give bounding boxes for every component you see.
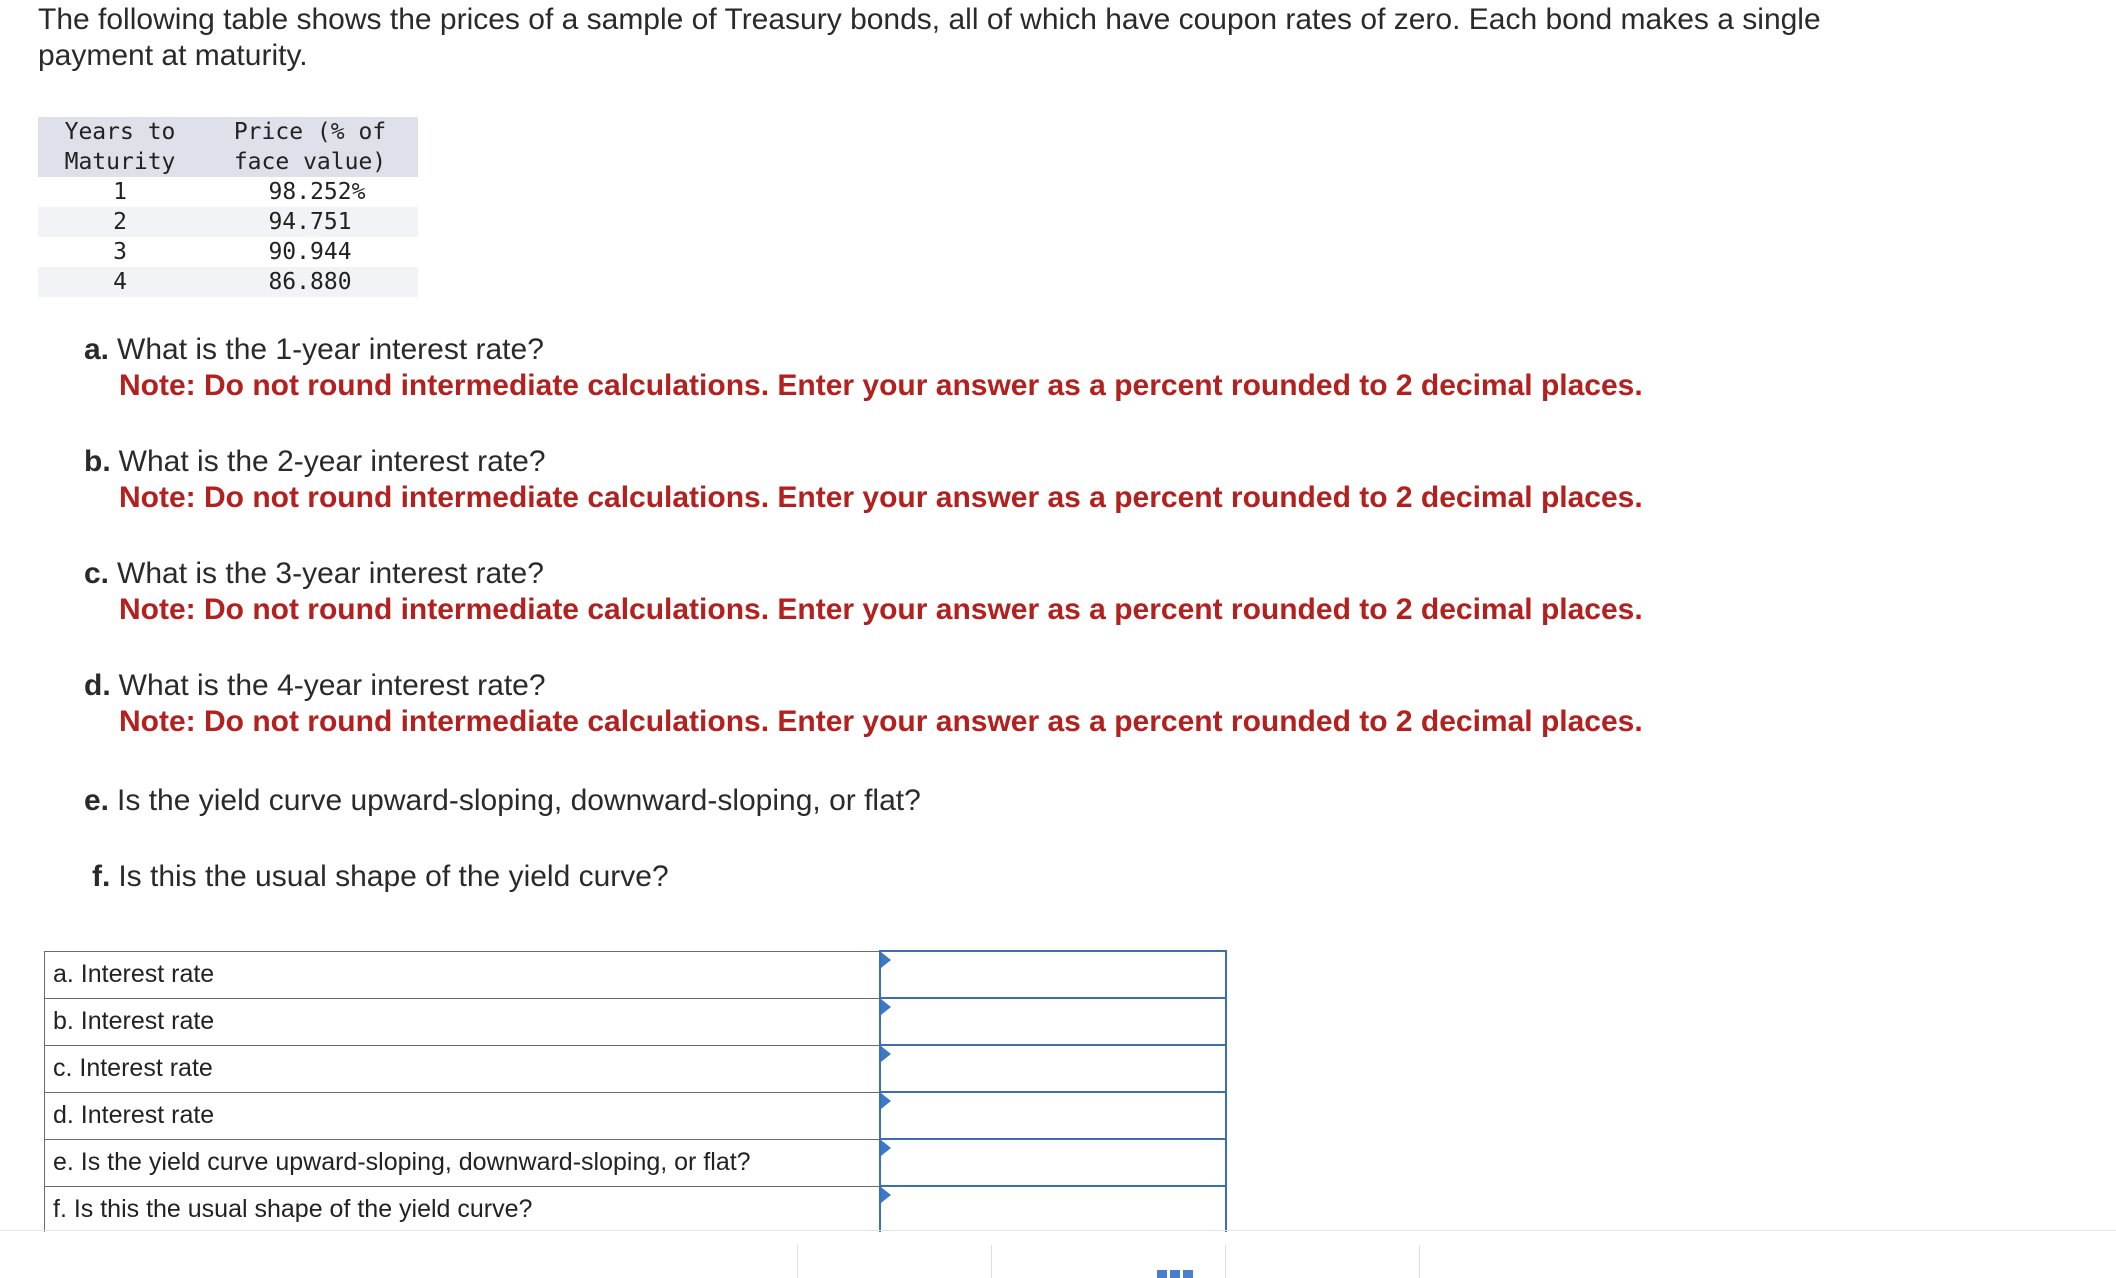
table-row — [38, 207, 418, 237]
intro-line-1: The following table shows the prices of a sample of Treasury bonds, all of which have coupon rates of zero. Each bond makes a single — [38, 3, 1821, 36]
answer-row-e — [45, 1139, 1227, 1186]
header-price — [202, 117, 418, 177]
price-cell: 90.944 — [268, 239, 352, 265]
grid-icon[interactable] — [1157, 1270, 1195, 1278]
toolbar-divider — [797, 1245, 798, 1278]
toolbar-divider — [1419, 1245, 1420, 1278]
question-note: Note: Do not round intermediate calculations. Enter your answer as a percent rounded to 2 decimal places. — [119, 705, 1643, 738]
question-text: What is the 2-year interest rate? — [118, 445, 546, 478]
header-years-line-2: Maturity — [64, 149, 176, 175]
answer-label: f. Is this the usual shape of the yield curve? — [45, 1186, 881, 1232]
intro-line-2: payment at maturity. — [38, 39, 308, 72]
input-marker-icon — [881, 999, 891, 1015]
header-price-line-1: Price (% of — [233, 119, 387, 145]
question-note: Note: Do not round intermediate calculations. Enter your answer as a percent rounded to 2 decimal places. — [119, 593, 1643, 626]
question-a — [84, 332, 1643, 404]
years-cell: 2 — [38, 207, 202, 237]
price-cell: 94.751 — [202, 207, 418, 237]
header-price-line-2: face value) — [233, 149, 387, 175]
intro-text — [38, 2, 2038, 74]
years-cell: 3 — [113, 239, 127, 265]
answer-row-f — [45, 1186, 1227, 1232]
question-f — [84, 859, 669, 895]
question-e — [84, 783, 921, 819]
bond-price-table — [38, 117, 418, 297]
question-b — [84, 444, 1643, 516]
question-text: Is the yield curve upward-sloping, downward-sloping, or flat? — [117, 784, 921, 817]
answer-input-f[interactable] — [880, 1186, 1226, 1232]
question-note: Note: Do not round intermediate calculations. Enter your answer as a percent rounded to 2 decimal places. — [119, 369, 1643, 402]
question-c — [84, 556, 1643, 628]
input-marker-icon — [881, 1187, 891, 1203]
answer-input-a[interactable] — [880, 951, 1226, 998]
toolbar-divider — [1225, 1245, 1226, 1278]
question-d — [84, 668, 1643, 740]
answer-row-c — [45, 1045, 1227, 1092]
question-note: Note: Do not round intermediate calculations. Enter your answer as a percent rounded to 2 decimal places. — [119, 481, 1643, 514]
question-letter: b. — [84, 445, 111, 478]
answer-label: a. Interest rate — [45, 951, 881, 998]
header-years-line-1: Years to — [64, 119, 176, 145]
input-marker-icon — [881, 1093, 891, 1109]
input-marker-icon — [881, 952, 891, 968]
answer-input-b[interactable] — [880, 998, 1226, 1045]
price-cell: 98.252% — [268, 179, 366, 205]
input-marker-icon — [881, 1046, 891, 1062]
input-marker-icon — [881, 1140, 891, 1156]
answer-label: e. Is the yield curve upward-sloping, downward-sloping, or flat? — [45, 1139, 881, 1186]
years-cell: 4 — [38, 267, 202, 297]
answer-table — [44, 950, 1227, 1232]
answer-input-d[interactable] — [880, 1092, 1226, 1139]
question-text: Is this the usual shape of the yield curve? — [118, 860, 669, 893]
answer-row-d — [45, 1092, 1227, 1139]
toolbar-divider — [991, 1245, 992, 1278]
table-row — [38, 177, 418, 207]
question-letter: e. — [84, 784, 110, 817]
table-row — [38, 267, 418, 297]
question-text: What is the 4-year interest rate? — [118, 669, 546, 702]
answer-input-c[interactable] — [880, 1045, 1226, 1092]
answer-label: c. Interest rate — [45, 1045, 881, 1092]
price-cell: 86.880 — [202, 267, 418, 297]
question-text: What is the 3-year interest rate? — [117, 557, 544, 590]
toolbar-top-divider — [0, 1230, 2116, 1231]
question-letter: a. — [84, 333, 110, 366]
header-years-to-maturity — [38, 117, 202, 177]
years-cell: 1 — [113, 179, 127, 205]
question-text: What is the 1-year interest rate? — [117, 333, 544, 366]
answer-row-a — [45, 951, 1227, 998]
answer-label: d. Interest rate — [45, 1092, 881, 1139]
question-letter: f. — [92, 860, 111, 893]
table-row — [38, 237, 418, 267]
answer-input-e[interactable] — [880, 1139, 1226, 1186]
answer-label: b. Interest rate — [45, 998, 881, 1045]
answer-row-b — [45, 998, 1227, 1045]
question-letter: d. — [84, 669, 111, 702]
question-letter: c. — [84, 557, 110, 590]
